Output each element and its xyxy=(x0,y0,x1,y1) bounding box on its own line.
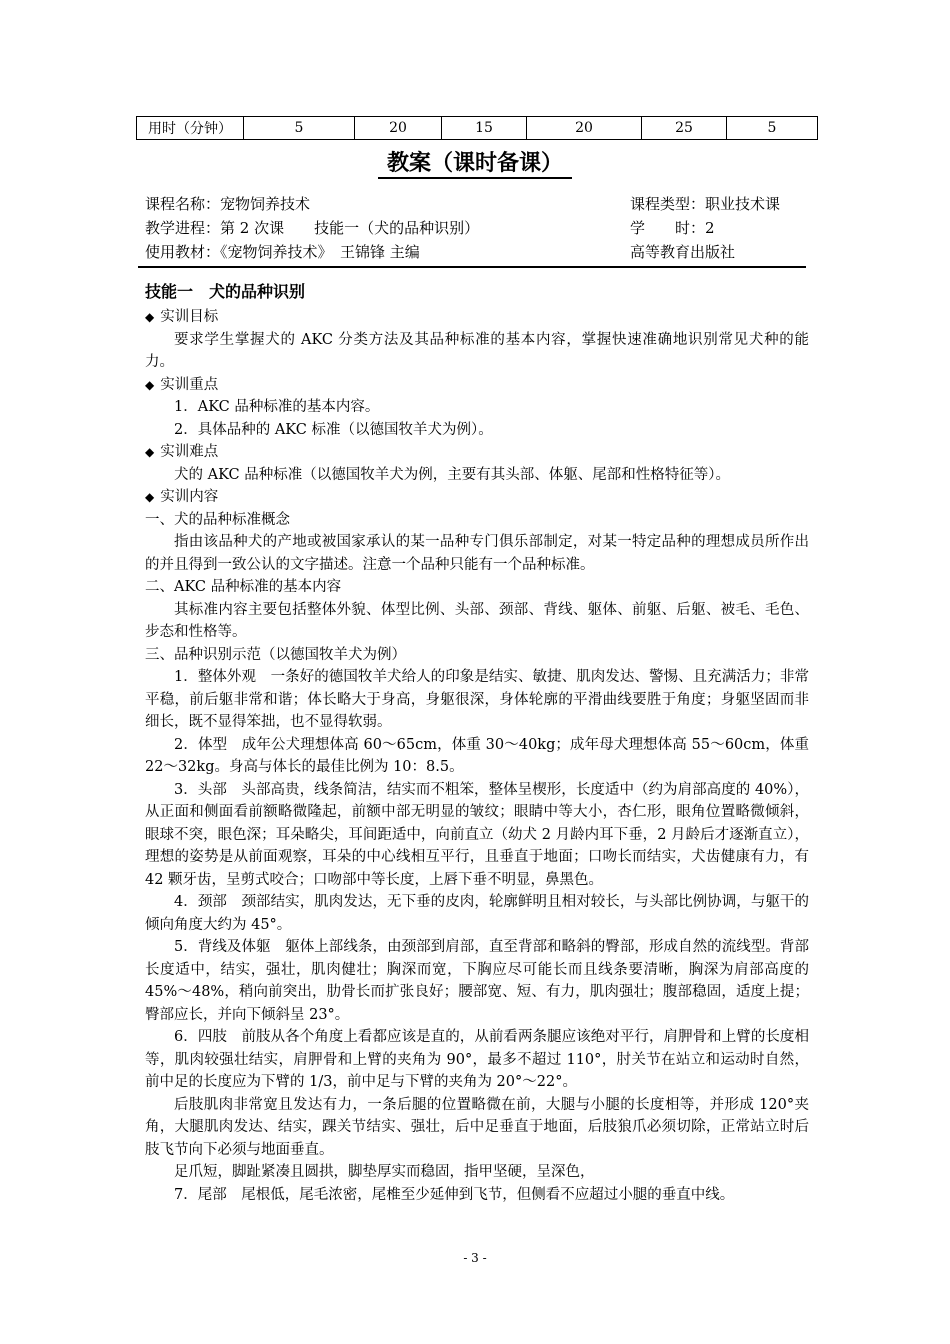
section-bullet-key: ◆ 实训重点 xyxy=(145,374,809,397)
paragraph: 4．颈部 颈部结实，肌肉发达，无下垂的皮肉，轮廓鲜明且相对较长，与头部比例协调，与躯干的倾向角度大约为 45°。 xyxy=(145,894,809,933)
paragraph: 1．整体外观 一条好的德国牧羊犬给人的印象是结实、敏捷、肌肉发达、警惕、且充满活力；非常平稳，前后躯非常和谐；体长略大于身高，身躯很深，身体轮廓的平滑曲线要胜于角度；身躯坚固而非细长，既不显得笨拙，也不显得软弱。 xyxy=(145,669,809,730)
course-meta xyxy=(145,192,805,264)
meta-row xyxy=(145,216,805,240)
page-number: - 3 - xyxy=(463,1251,487,1265)
time-value-cell: 5 xyxy=(727,117,818,140)
paragraph: 2．体型 成年公犬理想体高 60～65cm，体重 30～40kg；成年母犬理想体高 55～60cm，体重 22～32kg。身高与体长的最佳比例为 10：8.5。 xyxy=(145,736,809,775)
paragraph: 其标准内容主要包括整体外貌、体型比例、头部、颈部、背线、躯体、前躯、后躯、被毛、毛色、步态和性格等。 xyxy=(145,601,809,640)
teaching-progress: 教学进程：第 2 次课 技能一（犬的品种识别） xyxy=(145,219,480,237)
table-row xyxy=(137,117,818,140)
lesson-content xyxy=(145,278,809,1206)
meta-row xyxy=(145,240,805,264)
time-value-cell: 25 xyxy=(642,117,727,140)
section-heading: 一、犬的品种标准概念 xyxy=(145,511,290,528)
paragraph: 7．尾部 尾根低，尾毛浓密，尾椎至少延伸到飞节，但侧看不应超过小腿的垂直中线。 xyxy=(174,1186,735,1203)
section-bullet-goal: ◆ 实训目标 xyxy=(145,306,809,329)
paragraph: 后肢肌肉非常宽且发达有力，一条后腿的位置略微在前，大腿与小腿的长度相等，并形成 120°夹角，大腿肌肉发达、结实，踝关节结实、强壮，后中足垂直于地面，后肢狼爪必须切除，正常站立时后肢飞节向下必须与地面垂直。 xyxy=(145,1096,809,1158)
publisher: 高等教育出版社 xyxy=(630,243,736,261)
class-hours: 学 时：2 xyxy=(630,219,715,237)
time-value-cell: 5 xyxy=(244,117,355,140)
skill-title: 技能一 犬的品种识别 xyxy=(145,282,306,301)
paragraph: 6．四肢 前肢从各个角度上看都应该是直的，从前看两条腿应该绝对平行，肩胛骨和上臂的长度相等，肌肉较强壮结实，肩胛骨和上臂的夹角为 90°，最多不超过 110°，肘关节在站立和运动时自然，前中足的长度应为下臂的 1/3，前中足与下臂的夹角为 20°～22°。 xyxy=(145,1029,809,1090)
course-type: 课程类型：职业技术课 xyxy=(630,195,781,213)
time-value-cell: 15 xyxy=(442,117,527,140)
difficulty-text: 犬的 AKC 品种标准（以德国牧羊犬为例，主要有其头部、体躯、尾部和性格特征等）。 xyxy=(174,466,730,483)
paragraph: 3．头部 头部高贵，线条简洁，结实而不粗笨，整体呈楔形，长度适中（约为肩部高度的 40%），从正面和侧面看前额略微隆起，前额中部无明显的皱纹；眼睛中等大小，杏仁形，眼角位置略微倾斜，眼球不突，眼色深；耳朵略尖，耳间距适中，向前直立（幼犬 2 月龄内耳下垂，2 月龄后才逐渐直立），理想的姿势是从前面观察，耳朵的中心线相互平行，且垂直于地面；口吻长而结实，犬齿健康有力，有 42 颗牙齿，呈剪式咬合；口吻部中等长度，上唇下垂不明显，鼻黑色。 xyxy=(145,781,809,888)
paragraph: 足爪短，脚趾紧凑且圆拱，脚垫厚实而稳固，指甲坚硬，呈深色， xyxy=(174,1164,595,1180)
key-point-item: 2．具体品种的 AKC 标准（以德国牧羊犬为例）。 xyxy=(174,421,493,438)
time-value-cell: 20 xyxy=(527,117,642,140)
title-underline xyxy=(378,177,572,179)
key-point-item: 1．AKC 品种标准的基本内容。 xyxy=(174,399,380,415)
section-bullet-difficulty: ◆ 实训难点 xyxy=(145,441,809,464)
page-title: 教案（课时备课） xyxy=(386,151,563,176)
section-heading: 三、品种识别示范（以德国牧羊犬为例） xyxy=(145,646,406,663)
meta-row xyxy=(145,192,805,216)
header-divider xyxy=(138,266,806,268)
time-allocation-table xyxy=(136,116,818,140)
section-heading: 二、AKC 品种标准的基本内容 xyxy=(145,579,342,595)
time-value-cell: 20 xyxy=(355,117,442,140)
time-label-cell: 用时（分钟） xyxy=(137,117,244,140)
course-name: 课程名称：宠物饲养技术 xyxy=(145,195,311,213)
paragraph: 5．背线及体躯 躯体上部线条，由颈部到肩部，直至背部和略斜的臀部，形成自然的流线型。背部长度适中，结实，强壮，肌肉健壮；胸深而宽，下胸应尽可能长而且线条要清晰，胸深为肩部高度的 45%～48%，稍向前突出，肋骨长而扩张良好；腰部宽、短、有力，肌肉强壮；腹部稳固，适度上提；臀部应长，并向下倾斜呈 23°。 xyxy=(145,939,809,1023)
textbook: 使用教材：《宠物饲养技术》 王锦锋 主编 xyxy=(145,243,420,261)
goal-text: 要求学生掌握犬的 AKC 分类方法及其品种标准的基本内容，掌握快速准确地识别常见犬种的能力。 xyxy=(145,331,809,370)
paragraph: 指由该品种犬的产地或被国家承认的某一品种专门俱乐部制定，对某一特定品种的理想成员所作出的并且得到一致公认的文字描述。注意一个品种只能有一个品种标准。 xyxy=(145,534,809,573)
section-bullet-content: ◆ 实训内容 xyxy=(145,486,809,509)
